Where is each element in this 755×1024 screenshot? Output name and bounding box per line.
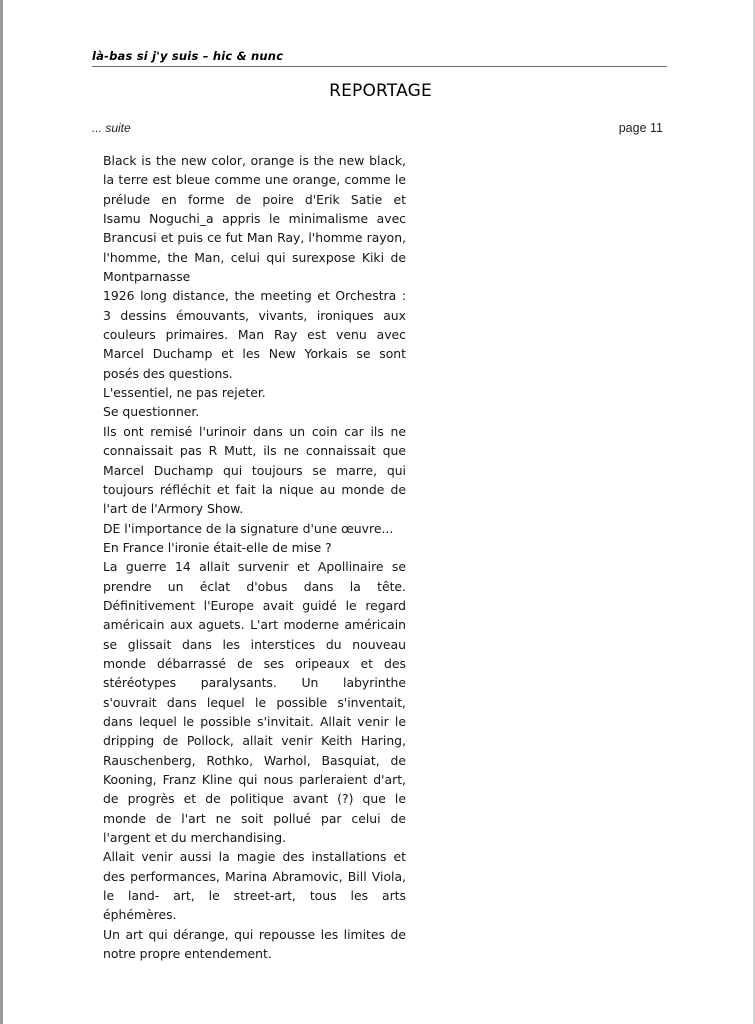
article-line: l'argent et du merchandising. [103,830,287,846]
article-line: dans lequel le possible s'invitait. Allait venir le [103,713,406,729]
article-line: Marcel Duchamp et les New Yorkais se sont [103,346,406,362]
article-line: Ils ont remisé l'urinoir dans un coin car ils ne [103,423,406,439]
article-line: de progrès et de politique avant (?) que le [103,791,406,807]
article-line: En France l'ironie était-elle de mise ? [103,539,332,555]
article-line: DE l'importance de la signature d'une œuvre... [103,520,394,536]
article-line: L'essentiel, ne pas rejeter. [103,385,266,401]
article-line: La guerre 14 allait survenir et Apollinaire se [103,559,406,575]
running-title: là-bas si j'y suis – hic & nunc [92,49,284,63]
article-line: connaissait pas R Mutt, ils ne connaissait que [103,443,406,459]
article-line: se glissait dans les interstices du nouveau [103,636,406,652]
article-line: américain aux aguets. L'art moderne américain [103,617,406,633]
article-line: Montparnasse [103,269,191,285]
article-line: la terre est bleue comme une orange, comme le [103,172,406,188]
article-line: toujours réfléchit et fait la nique au monde de [103,481,406,497]
article-line: Marcel Duchamp qui toujours se marre, qui [103,462,406,478]
article-line: monde de l'art ne soit pollué par celui de [103,810,406,826]
article-line: Kooning, Franz Kline qui nous parleraient d'art, [103,772,406,787]
article-line: stéréotypes paralysants. Un labyrinthe [103,675,406,691]
article-line: Brancusi et puis ce fut Man Ray, l'homme rayon, [103,230,406,246]
article-line: Allait venir aussi la magie des installations et [103,849,406,865]
section-title: REPORTAGE [329,81,432,101]
article-line: Black is the new color, orange is the new black, [103,153,406,168]
article-line: des performances, Marina Abramovic, Bill Viola, [103,868,406,884]
page-number: page 11 [618,121,663,135]
article-line: prendre un éclat d'obus dans la tête. [103,578,406,594]
article-line: Définitivement l'Europe avait guidé le regard [103,597,406,613]
article-line: dripping de Pollock, allait venir Keith Haring, [103,733,406,749]
article-line: Un art qui dérange, qui repousse les limites de [103,926,406,942]
article-line: Isamu Noguchi_a appris le minimalisme avec [103,211,406,227]
continued-label: ... suite [92,121,131,135]
article-line: 3 dessins émouvants, vivants, ironiques aux [103,307,406,323]
running-header [92,48,667,67]
article-line: 1926 long distance, the meeting et Orchestra : [103,288,406,304]
article-line: posés des questions. [103,365,233,381]
article-line: prélude en forme de poire d'Erik Satie et [103,191,406,207]
article-line: s'ouvrait dans lequel le possible s'inventait, [103,694,406,710]
page-left-edge [0,0,3,1024]
article-body [103,151,406,963]
article-line: le land- art, le street-art, tous les arts [103,888,406,904]
article-line: Rauschenberg, Rothko, Warhol, Basquiat, de [103,752,406,768]
article-line: notre propre entendement. [103,946,272,962]
article-line: éphémères. [103,907,177,923]
article-line: couleurs primaires. Man Ray est venu avec [103,327,406,343]
article-line: l'art de l'Armory Show. [103,501,244,517]
article-line: monde débarrassé de ses oripeaux et des [103,655,406,671]
article-line: l'homme, the Man, celui qui surexpose Kiki de [103,249,406,265]
article-line: Se questionner. [103,404,200,420]
